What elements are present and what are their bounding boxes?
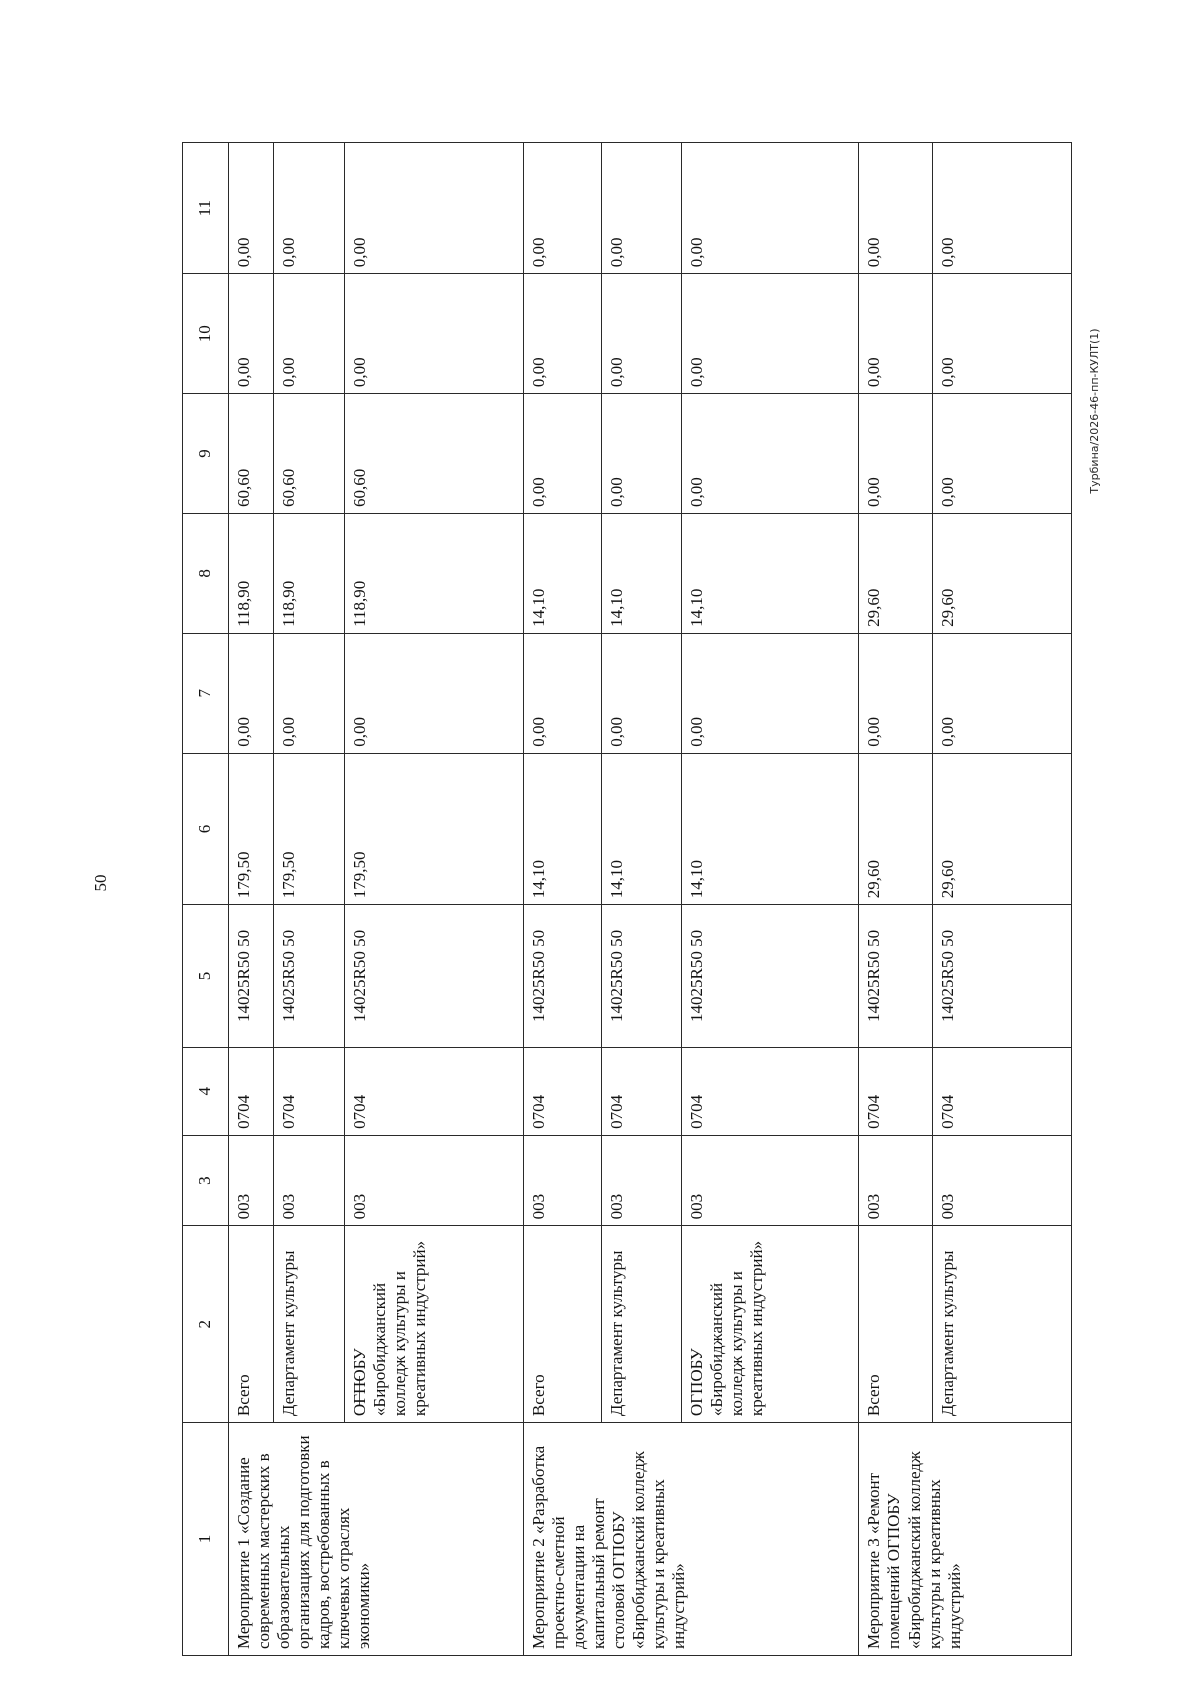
value-col-9: 0,00 [524,394,602,514]
value-col-10: 0,00 [229,274,274,394]
section-code: 0704 [932,1047,1071,1135]
value-col-8: 118,90 [344,513,523,633]
value-col-10: 0,00 [524,274,602,394]
value-col-8: 118,90 [273,513,344,633]
document-code: Турбина/2026-46-пп-КУЛТ(1) [1088,328,1101,494]
total-value: 179,50 [273,753,344,905]
value-col-9: 60,60 [273,394,344,514]
section-code: 0704 [229,1047,274,1135]
row-label: Всего [859,1226,932,1423]
value-col-11: 0,00 [602,143,682,274]
rotated-table [182,142,1072,1656]
value-col-7: 0,00 [859,633,932,753]
column-number: 4 [183,1047,229,1135]
value-col-11: 0,00 [229,143,274,274]
value-col-11: 0,00 [932,143,1071,274]
value-col-7: 0,00 [344,633,523,753]
total-value: 179,50 [229,753,274,905]
target-article: 14025R50 50 [524,905,602,1047]
header-row [183,143,229,1656]
value-col-9: 60,60 [229,394,274,514]
value-col-11: 0,00 [344,143,523,274]
total-value: 29,60 [932,753,1071,905]
value-col-10: 0,00 [932,274,1071,394]
target-article: 14025R50 50 [229,905,274,1047]
section-code: 0704 [602,1047,682,1135]
section-code: 0704 [524,1047,602,1135]
value-col-9: 0,00 [859,394,932,514]
target-article: 14025R50 50 [682,905,859,1047]
value-col-8: 118,90 [229,513,274,633]
section-code: 0704 [273,1047,344,1135]
table-row [859,143,932,1656]
value-col-7: 0,00 [602,633,682,753]
row-label: Департамент культуры [932,1226,1071,1423]
value-col-10: 0,00 [344,274,523,394]
value-col-11: 0,00 [682,143,859,274]
grbs-code: 003 [229,1135,274,1225]
column-number: 5 [183,905,229,1047]
budget-table [182,142,1072,1656]
column-number: 7 [183,633,229,753]
target-article: 14025R50 50 [859,905,932,1047]
row-label: Департамент культуры [273,1226,344,1423]
section-code: 0704 [859,1047,932,1135]
table-row [229,143,274,1656]
grbs-code: 003 [602,1135,682,1225]
row-label: Всего [229,1226,274,1423]
section-code: 0704 [682,1047,859,1135]
value-col-8: 14,10 [524,513,602,633]
total-value: 14,10 [524,753,602,905]
event-name: Мероприятие 3 «Ремонт помещений ОГПОБУ «Биробиджанский колледж культуры и креативных индустрий» [859,1423,1072,1656]
total-value: 14,10 [682,753,859,905]
target-article: 14025R50 50 [273,905,344,1047]
row-label: ОГПОБУ «Биробиджанский колледж культуры и креативных индустрий» [682,1226,859,1423]
row-label: ОГПОБУ «Биробиджанский колледж культуры и креативных индустрий» [344,1226,523,1423]
value-col-9: 0,00 [602,394,682,514]
value-col-7: 0,00 [229,633,274,753]
target-article: 14025R50 50 [602,905,682,1047]
value-col-7: 0,00 [682,633,859,753]
value-col-7: 0,00 [524,633,602,753]
column-number: 10 [183,274,229,394]
value-col-9: 0,00 [932,394,1071,514]
row-label: Департамент культуры [602,1226,682,1423]
value-col-10: 0,00 [273,274,344,394]
column-number: 9 [183,394,229,514]
value-col-8: 14,10 [682,513,859,633]
value-col-11: 0,00 [273,143,344,274]
page-number: 50 [91,874,110,892]
value-col-8: 29,60 [859,513,932,633]
grbs-code: 003 [932,1135,1071,1225]
value-col-10: 0,00 [682,274,859,394]
total-value: 14,10 [602,753,682,905]
column-number: 11 [183,143,229,274]
value-col-10: 0,00 [602,274,682,394]
total-value: 179,50 [344,753,523,905]
table-row [524,143,602,1656]
event-name: Мероприятие 1 «Создание современных мастерских в образовательных организациях для подготовки кадров, востребованных в ключевых отраслях экономики» [229,1423,524,1656]
grbs-code: 003 [859,1135,932,1225]
value-col-9: 0,00 [682,394,859,514]
value-col-8: 14,10 [602,513,682,633]
total-value: 29,60 [859,753,932,905]
section-code: 0704 [344,1047,523,1135]
value-col-10: 0,00 [859,274,932,394]
column-number: 6 [183,753,229,905]
value-col-8: 29,60 [932,513,1071,633]
column-number: 2 [183,1226,229,1423]
value-col-9: 60,60 [344,394,523,514]
column-number: 3 [183,1135,229,1225]
target-article: 14025R50 50 [932,905,1071,1047]
row-label: Всего [524,1226,602,1423]
value-col-11: 0,00 [859,143,932,274]
value-col-7: 0,00 [273,633,344,753]
grbs-code: 003 [273,1135,344,1225]
value-col-11: 0,00 [524,143,602,274]
column-number: 8 [183,513,229,633]
column-number: 1 [183,1423,229,1656]
value-col-7: 0,00 [932,633,1071,753]
budget-table-container [182,142,1072,1656]
event-name: Мероприятие 2 «Разработка проектно-сметной документации на капитальный ремонт столовой ОГПОБУ «Биробиджанский колледж культуры и креативных индустрий» [524,1423,859,1656]
grbs-code: 003 [524,1135,602,1225]
grbs-code: 003 [682,1135,859,1225]
grbs-code: 003 [344,1135,523,1225]
target-article: 14025R50 50 [344,905,523,1047]
